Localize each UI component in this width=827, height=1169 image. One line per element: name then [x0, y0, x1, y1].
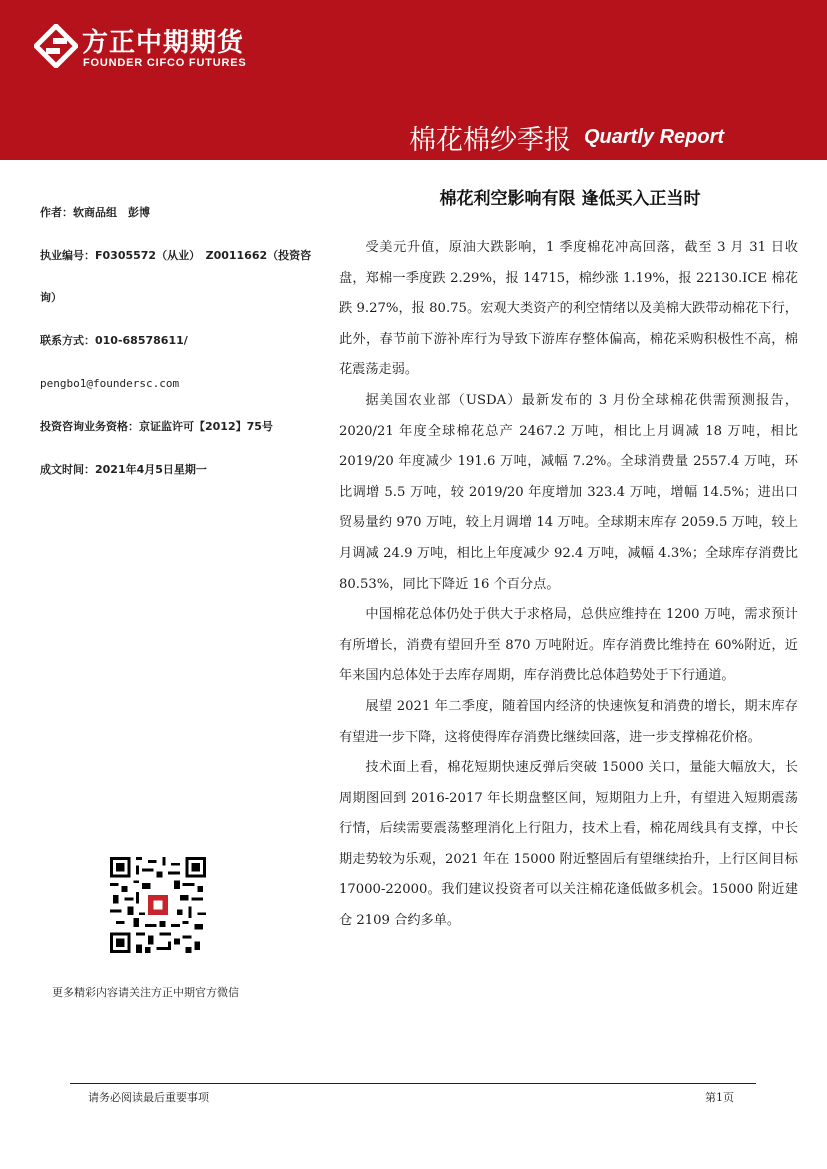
paragraph-china-supply: 中国棉花总体仍处于供大于求格局，总供应维持在 1200 万吨，需求预计有所增长，消费有望回升至 870 万吨附近。库存消费比维持在 60%附近，近年来国内总体处于去库存周期，库存消费比总体趋势处于下行通道。 — [339, 607, 798, 684]
report-title-en: Quartly Report — [584, 126, 725, 148]
brand-name-en: FOUNDER CIFCO FUTURES — [83, 57, 247, 69]
wechat-qr-code-icon — [110, 857, 206, 953]
founder-logo-icon — [34, 24, 78, 68]
qr-caption: 更多精彩内容请关注方正中期官方微信 — [52, 986, 239, 999]
paragraph-market-review: 受美元升值，原油大跌影响，1 季度棉花冲高回落，截至 3 月 31 日收盘，郑棉一季度跌 2.29%，报 14715，棉纱涨 1.19%，报 22130.ICE 棉花跌 9.27%，报 80.75。宏观大类资产的利空情绪以及美棉大跌带动棉花下行，此外，春节前下游补库行为导致下游库存整体偏高，棉花采购积极性不高，棉花震荡走弱。 — [339, 240, 798, 378]
license-number-line: 执业编号：F0305572（从业） Z0011662（投资咨 — [40, 249, 312, 262]
paragraph-technical: 技术面上看，棉花短期快速反弹后突破 15000 关口，量能大幅放大，长周期图回到 2016-2017 年长期盘整区间，短期阻力上升，有望进入短期震荡行情，后续需要震荡整理消化上行阻力，技术上看，棉花周线具有支撑，中长期走势较为乐观，2021 年在 15000 附近整固后有望继续抬升，上行区间目标 17000-22000。我们建议投资者可以关注棉花逢低做多机会。15000 附近建仓 2109 合约多单。 — [339, 760, 798, 929]
date-line: 成文时间：2021年4月5日星期一 — [40, 463, 207, 476]
paragraph-outlook: 展望 2021 年二季度，随着国内经济的快速恢复和消费的增长，期末库存有望进一步下降，这将使得库存消费比继续回落，进一步支撑棉花价格。 — [339, 698, 798, 745]
license-number-line-cont: 询） — [40, 291, 62, 304]
brand-name-cn: 方正中期期货 — [82, 28, 245, 58]
article-body — [339, 233, 798, 937]
qualification-line: 投资咨询业务资格：京证监许可【2012】75号 — [40, 420, 273, 433]
report-title-cn: 棉花棉纱季报 — [409, 125, 571, 156]
footer-divider — [70, 1083, 756, 1084]
article-title: 棉花利空影响有限 逢低买入正当时 — [439, 189, 701, 209]
report-header — [0, 0, 827, 160]
footer-notice: 请务必阅读最后重要事项 — [88, 1091, 209, 1104]
author-line: 作者：软商品组 彭博 — [40, 206, 150, 219]
page-number: 第1页 — [705, 1091, 734, 1104]
contact-line: 联系方式：010-68578611/ — [40, 334, 188, 347]
paragraph-usda-report: 据美国农业部（USDA）最新发布的 3 月份全球棉花供需预测报告，2020/21 年度全球棉花总产 2467.2 万吨，相比上月调减 18 万吨，相比 2019/20 年度减少 191.6 万吨，减幅 7.2%。全球消费量 2557.4 万吨，环比调增 5.5 万吨，较 2019/20 年度增加 323.4 万吨，增幅 14.5%；进出口贸易量约 970 万吨，较上月调增 14 万吨。全球期末库存 2059.5 万吨，较上月调减 24.9 万吨，相比上年度减少 92.4 万吨，减幅 4.3%；全球库存消费比 80.53%，同比下降近 16 个百分点。 — [339, 392, 798, 592]
email-line: pengbo1@foundersc.com — [40, 377, 180, 390]
